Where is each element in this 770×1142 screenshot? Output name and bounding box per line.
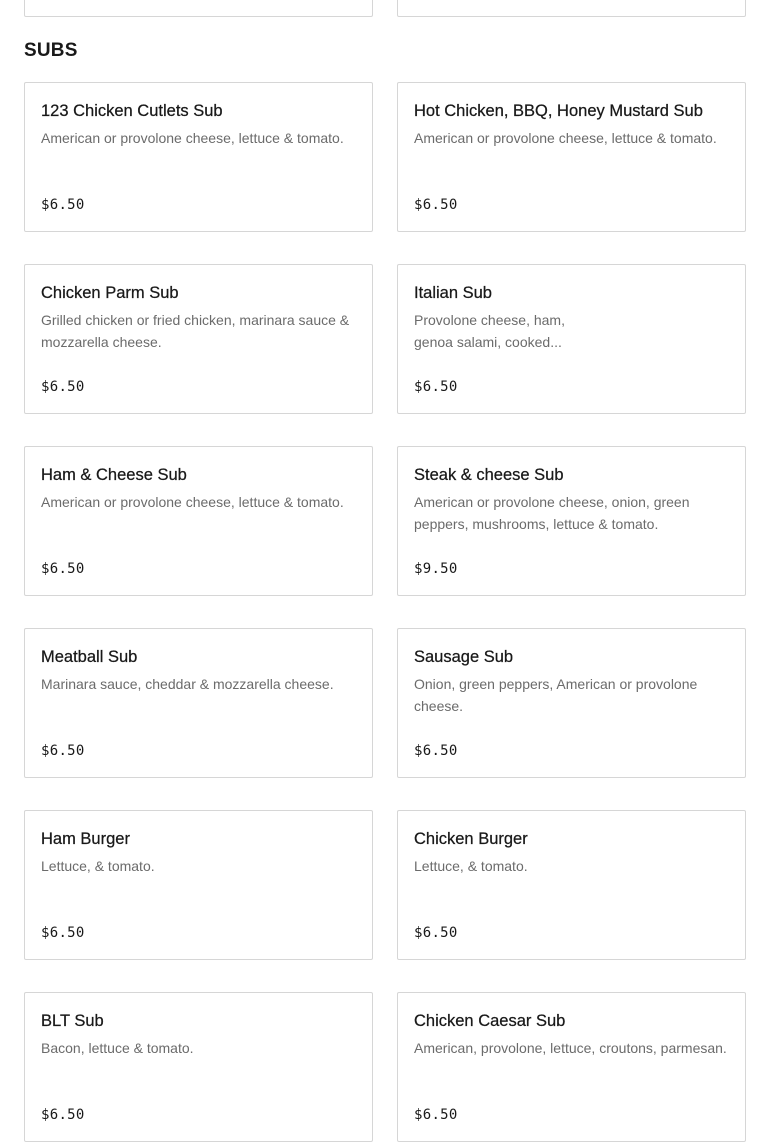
menu-item-price: $6.50	[414, 379, 458, 395]
menu-item-price: $6.50	[41, 197, 85, 213]
menu-item-name: Italian Sub	[414, 284, 492, 302]
menu-item-description: American or provolone cheese, onion, green peppers, mushrooms, lettuce & tomato.	[414, 494, 690, 532]
menu-item-card[interactable]	[397, 82, 746, 232]
previous-section-cards	[24, 0, 746, 17]
menu-item-name: Sausage Sub	[414, 648, 514, 666]
menu-item-name: Chicken Parm Sub	[41, 284, 179, 302]
menu-item-card[interactable]	[24, 992, 373, 1142]
menu-item-card[interactable]	[397, 264, 746, 414]
menu-item-card[interactable]	[24, 810, 373, 960]
menu-item-card[interactable]	[397, 992, 746, 1142]
menu-item-price: $6.50	[414, 1107, 458, 1123]
menu-item-card[interactable]	[24, 446, 373, 596]
menu-item-name: Meatball Sub	[41, 648, 138, 666]
menu-item-name: Ham & Cheese Sub	[41, 466, 187, 484]
menu-item-description: Lettuce, & tomato.	[414, 858, 528, 874]
menu-item-name: Chicken Caesar Sub	[414, 1012, 566, 1030]
menu-item-name: 123 Chicken Cutlets Sub	[41, 102, 223, 120]
menu-item-price: $6.50	[41, 1107, 85, 1123]
menu-item-price: $6.50	[414, 743, 458, 759]
menu-item-description: Provolone cheese, ham, genoa salami, cooked...	[414, 312, 565, 350]
menu-item-price: $6.50	[41, 379, 85, 395]
menu-item-name: BLT Sub	[41, 1012, 104, 1030]
menu-item-price: $6.50	[41, 743, 85, 759]
menu-item-price: $6.50	[414, 925, 458, 941]
menu-item-description: American, provolone, lettuce, croutons, parmesan.	[414, 1040, 727, 1056]
menu-item-card[interactable]	[397, 628, 746, 778]
menu-item-description: American or provolone cheese, lettuce & tomato.	[41, 494, 344, 510]
menu-item-description: Onion, green peppers, American or provolone cheese.	[414, 676, 698, 714]
menu-item-card[interactable]	[24, 82, 373, 232]
menu-item-description: American or provolone cheese, lettuce & tomato.	[414, 130, 717, 146]
menu-item-price: $6.50	[414, 197, 458, 213]
menu-item-price: $9.50	[414, 561, 458, 577]
menu-item-name: Ham Burger	[41, 830, 130, 848]
menu-item-name: Chicken Burger	[414, 830, 528, 848]
menu-item-name: Steak & cheese Sub	[414, 466, 564, 484]
section-title: SUBS	[24, 40, 78, 61]
menu-item-card[interactable]	[24, 264, 373, 414]
menu-item-price: $6.50	[41, 561, 85, 577]
menu-item-name: Hot Chicken, BBQ, Honey Mustard Sub	[414, 102, 703, 120]
menu-item-description: Bacon, lettuce & tomato.	[41, 1040, 194, 1056]
menu-item-price: $6.50	[41, 925, 85, 941]
menu-item-card-partial[interactable]	[24, 0, 373, 17]
menu-item-card[interactable]	[24, 628, 373, 778]
menu-item-card-partial[interactable]	[397, 0, 746, 17]
menu-item-description: Marinara sauce, cheddar & mozzarella cheese.	[41, 676, 334, 692]
menu-item-card[interactable]	[397, 446, 746, 596]
menu-item-description: Lettuce, & tomato.	[41, 858, 155, 874]
menu-item-description: Grilled chicken or fried chicken, marinara sauce & mozzarella cheese.	[41, 312, 350, 350]
menu-items-grid	[24, 82, 746, 1142]
menu-item-card[interactable]	[397, 810, 746, 960]
menu-item-description: American or provolone cheese, lettuce & tomato.	[41, 130, 344, 146]
